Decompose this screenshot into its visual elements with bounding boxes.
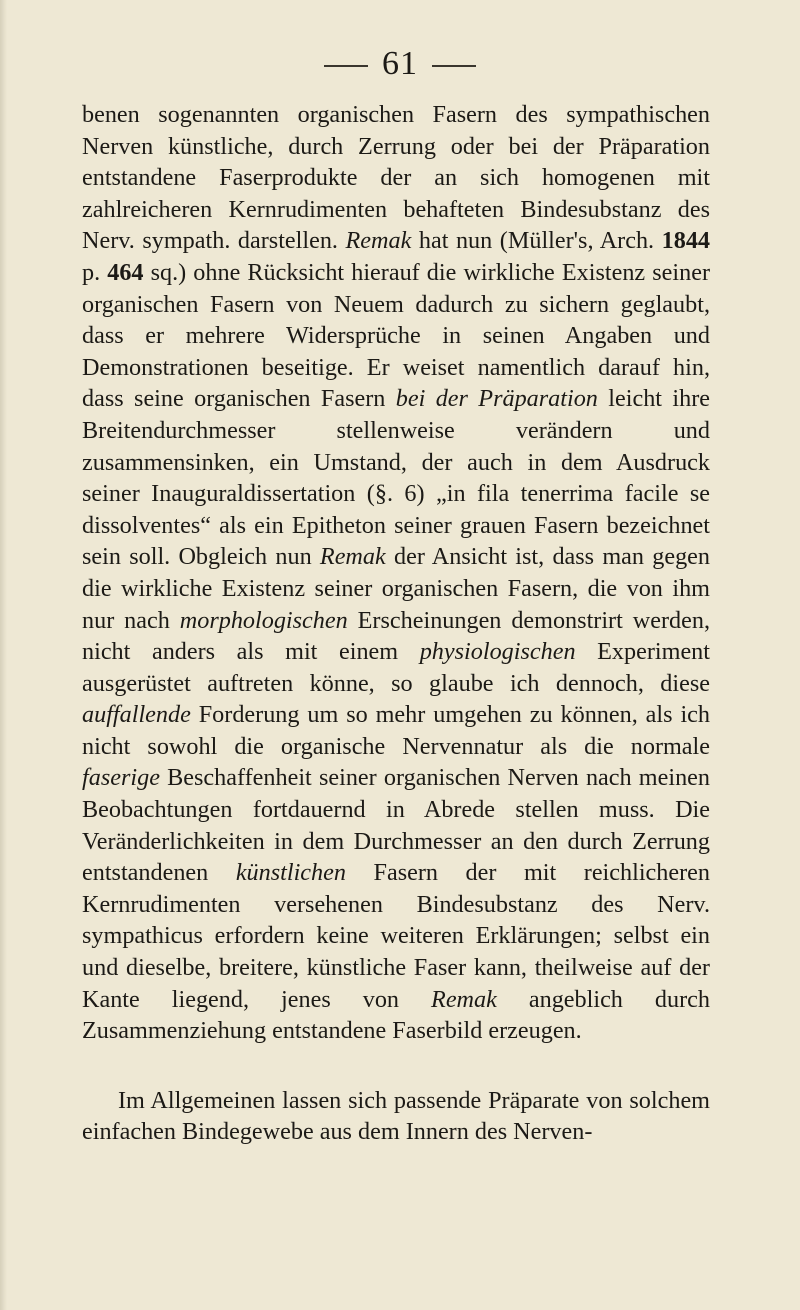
text-segment: p. <box>82 258 108 286</box>
header-dash-right <box>432 65 476 67</box>
text-segment: angeblich durch Zusammenziehung entstandene Faserbild erzeugen. <box>82 985 710 1045</box>
text-segment: Fasern der mit reichlicheren Kernrudimenten versehenen Bindesubstanz des Nerv. sympathicus erfordern keine weiteren Erklärungen; selbst ein und dieselbe, breitere, künstliche Faser kann, theilweise auf der Kante liegend, jenes von <box>82 859 710 1013</box>
emphasis: auffallende <box>82 701 191 729</box>
text-segment: Erscheinungen demonstrirt werden, nicht anders als mit einem <box>82 606 710 666</box>
emphasis: bei der Präparation <box>395 385 598 413</box>
header-dash-left <box>324 65 368 67</box>
text-segment: hat nun (Müller's, Arch. <box>411 227 662 255</box>
page-header <box>0 44 800 84</box>
paragraph-2: Im Allgemeinen lassen sich passende Präparate von solchem einfachen Bindegewebe aus dem Innern des Nerven- <box>82 1086 710 1146</box>
citation-page: 464 <box>107 258 144 286</box>
emphasis: faserige <box>82 764 160 792</box>
author-name: Remak <box>319 543 386 571</box>
text-segment: Forderung um so mehr umgehen zu können, als ich nicht sowohl die organische Nervennatur als die normale <box>82 701 710 760</box>
emphasis: künstlichen <box>235 859 346 887</box>
text-segment: sq.) ohne Rücksicht hierauf die wirkliche Existenz seiner organischen Fasern von Neuem dadurch zu sichern geglaubt, dass er mehrere Widersprüche in seinen Angaben und Demonstrationen beseitige. Er weiset namentlich darauf hin, dass seine organischen Fasern <box>82 258 711 413</box>
emphasis: morphologischen <box>179 606 348 634</box>
citation-year: 1844 <box>661 227 711 255</box>
page-number: 61 <box>382 45 418 82</box>
author-name: Remak <box>431 985 497 1013</box>
emphasis: physiologischen <box>419 638 576 666</box>
text-segment: leicht ihre Breitendurchmesser stellenweise verändern und zusammensinken, ein Umstand, der auch in dem Ausdruck seiner Inauguraldissertation (§. 6) „in fila tenerrima facile se dissolventes“ als ein Epitheton seiner grauen Fasern bezeichnet sein soll. Obgleich nun <box>82 385 710 571</box>
page-binding-shadow <box>0 0 7 1310</box>
text-segment: Beschaffenheit seiner organischen Nerven nach meinen Beobachtungen fortdauernd in Abrede stellen muss. Die Veränderlichkeiten in dem Durchmesser an den durch Zerrung entstandenen <box>82 764 710 887</box>
author-name: Remak <box>345 227 412 255</box>
text-segment: Experiment ausgerüstet auftreten könne, so glaube ich dennoch, diese <box>82 638 710 697</box>
body-text <box>82 99 710 1148</box>
paragraph-1 <box>82 99 710 1047</box>
text-segment: der Ansicht ist, dass man gegen die wirkliche Existenz seiner organischen Fasern, die von ihm nur nach <box>82 543 710 634</box>
text-segment: benen sogenannten organischen Fasern des sympathischen Nerven künstliche, durch Zerrung oder bei der Präparation entstandene Faserprodukte der an sich homogenen mit zahlreicheren Kernrudimenten behafteten Bindesubstanz des Nerv. sympath. darstellen. <box>82 101 710 255</box>
